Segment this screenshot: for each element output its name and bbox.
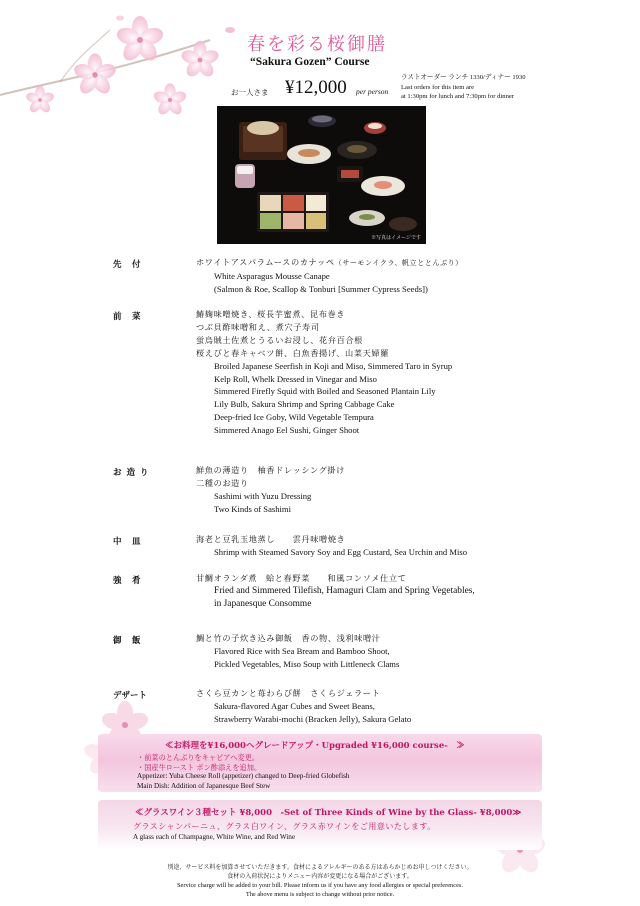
- course-block-shiizakana: [196, 572, 475, 611]
- dish-en: Strawberry Warabi-mochi (Bracken Jelly), Sakura Gelato: [214, 713, 412, 724]
- dish-jp: 鮮魚の薄造り 柚香ドレッシング掛け: [196, 465, 345, 475]
- dish-en: Shrimp with Steamed Savory Soy and Egg Custard, Sea Urchin and Miso: [214, 546, 468, 557]
- upgrade-title: ≪お料理を¥16,000へグレードアップ・Upgraded ¥16,000 course- ≫: [165, 741, 465, 751]
- last-order-info: [401, 73, 526, 102]
- footer-en-2: The above menu is subject to change without prior notice.: [245, 891, 395, 898]
- food-photo-illustration: [217, 106, 426, 244]
- dish-en: Simmered Firefly Squid with Boiled and Seasoned Plantain Lily: [214, 386, 436, 397]
- price-suffix: per person: [356, 87, 389, 96]
- dish-en: Kelp Roll, Whelk Dressed in Vinegar and Miso: [214, 373, 377, 384]
- upgrade-jp-line: ・前菜のとんぶりをキャビアへ変更。: [137, 753, 260, 762]
- last-order-en-2: at 1:30pm for lunch and 7:30pm for dinner: [401, 93, 514, 100]
- course-label-otsukuri: お 造 り: [113, 468, 150, 478]
- dish-en: Two Kinds of Sashimi: [214, 503, 291, 514]
- price-amount: ¥12,000: [285, 77, 347, 98]
- last-order-jp: ラストオーダー ランチ 1330/ディナー 1930: [401, 74, 526, 81]
- course-label-shiizakana: 強 肴: [113, 576, 142, 586]
- course-label-gohan: 御 飯: [113, 636, 142, 646]
- upgrade-en-line: Appetizer: Yuba Cheese Roll (appetizer) changed to Deep-fried Globefish: [137, 772, 350, 781]
- dish-en: Deep-fried Ice Goby, Wild Vegetable Tempura: [214, 412, 374, 423]
- course-block-otsukuri: [196, 464, 345, 516]
- wine-set-en: A glass each of Champagne, White Wine, and Red Wine: [133, 833, 296, 841]
- dish-en: White Asparagus Mousse Canape: [214, 270, 330, 281]
- dish-en: Sakura-flavored Agar Cubes and Sweet Beans,: [214, 700, 375, 711]
- menu-title-en: “Sakura Gozen” Course: [250, 56, 370, 68]
- course-block-sakizuke: [196, 256, 463, 296]
- dish-jp: 海老と豆乳玉地蒸し 雲丹味噌焼き: [196, 534, 346, 544]
- course-photo: [217, 106, 426, 244]
- dish-jp-main: ホワイトアスパラムースのカナッペ: [196, 257, 335, 267]
- dish-jp-note: （サーモンイクラ、帆立ととんぶり）: [334, 259, 463, 267]
- course-block-chuzara: [196, 533, 467, 559]
- dish-jp: 二種のお造り: [196, 477, 249, 488]
- wine-set-title: ≪グラスワイン３種セット ¥8,000 -Set of Three Kinds of Wine by the Glass- ¥8,000≫: [135, 808, 522, 818]
- photo-caption: ※写真はイメージです: [371, 235, 421, 241]
- dish-jp: 蛍烏賊土佐煮とうるいお浸し、花弁百合根: [196, 334, 363, 345]
- dish-jp: さくら豆カンと苺わらび餅 さくらジェラート: [196, 688, 381, 698]
- upgrade-jp-line: ・国産牛ロースト ポン酢添えを追加。: [137, 762, 262, 772]
- course-block-zensai: [196, 308, 452, 437]
- course-label-zensai: 前 菜: [113, 312, 142, 322]
- dish-en: Sashimi with Yuzu Dressing: [214, 490, 312, 501]
- course-label-sakizuke: 先 付: [113, 260, 142, 270]
- dish-en: (Salmon & Roe, Scallop & Tonburi [Summer Cypress Seeds]): [214, 283, 428, 294]
- cherry-blossom-decoration: [0, 0, 250, 150]
- menu-title-jp: 春を彩る桜御膳: [247, 34, 387, 55]
- dish-en: Lily Bulb, Sakura Shrimp and Spring Cabbage Cake: [214, 399, 395, 410]
- course-label-dessert: デザート: [113, 691, 148, 701]
- upgrade-details: [137, 753, 349, 791]
- footer-jp-2: 食材の入荷状況によりメニュー内容が変更になる場合がございます。: [227, 873, 413, 880]
- course-block-gohan: [196, 632, 399, 671]
- course-block-dessert: [196, 687, 411, 726]
- course-label-chuzara: 中 皿: [113, 537, 142, 547]
- dish-jp: 鰆麹味噌焼き、桜長芋蜜煮、昆布巻き: [196, 309, 346, 319]
- wine-set-jp: グラスシャンパーニュ、グラス白ワイン、グラス赤ワインをご用意いたします。: [133, 822, 436, 831]
- dish-en: Simmered Anago Eel Sushi, Ginger Shoot: [214, 425, 360, 436]
- dish-en: Pickled Vegetables, Miso Soup with Littleneck Clams: [214, 658, 400, 669]
- last-order-en-1: Last orders for this item are: [401, 83, 475, 91]
- dish-en: Flavored Rice with Sea Bream and Bamboo Shoot,: [214, 645, 390, 656]
- footer-jp-1: 別途、サービス料を加算させていただきます。食材によるアレルギーのある方はあらかじめお申しつけください。: [167, 864, 473, 871]
- dish-jp: 甘鯛オランダ煮 蛤と春野菜 和風コンソメ仕立て: [196, 573, 407, 583]
- upgrade-en-line: Main Dish: Addition of Japanesque Beef Stew: [137, 781, 271, 790]
- dish-jp: 桜えびと春キャベツ餅、白魚香揚げ、山菜天婦羅: [196, 347, 389, 358]
- dish-jp: [196, 256, 463, 270]
- footer-en-1: Service charge will be added to your bill. Please inform us if you have any food allergies or special preferences.: [176, 882, 463, 889]
- dish-en: Broiled Japanese Seerfish in Koji and Miso, Simmered Taro in Syrup: [214, 360, 453, 371]
- dish-jp: つぶ貝酢味噌和え、煮穴子寿司: [196, 321, 320, 332]
- dish-jp: 鯛と竹の子炊き込み御飯 香の物、浅利味噌汁: [196, 633, 381, 643]
- price-prefix: お一人さま: [231, 88, 269, 97]
- dish-en: Fried and Simmered Tilefish, Hamaguri Clam and Spring Vegetables,: [214, 585, 475, 596]
- footer-notes: [0, 863, 640, 899]
- dish-en: in Japanesque Consomme: [214, 598, 312, 609]
